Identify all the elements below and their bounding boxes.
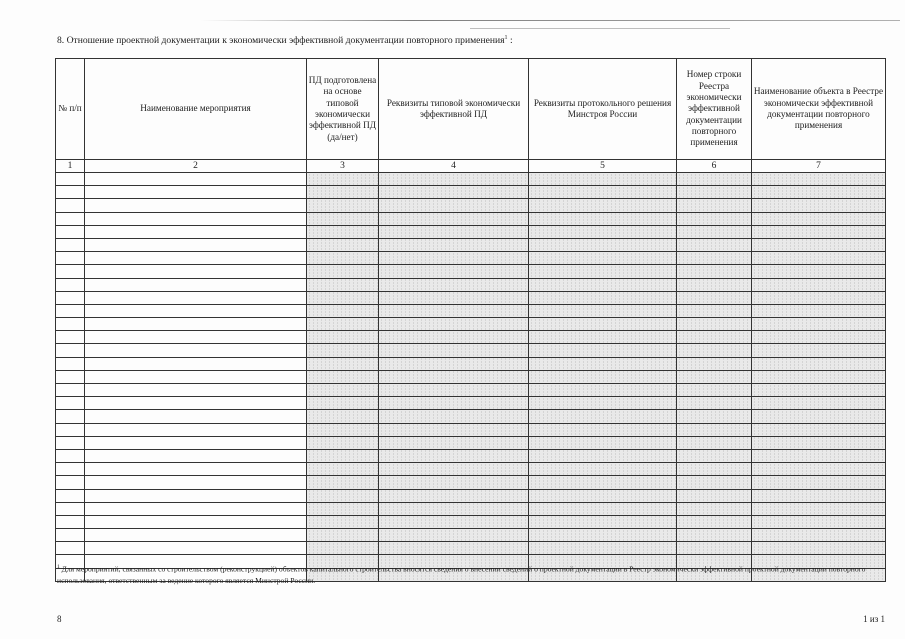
table-cell	[379, 344, 529, 357]
table-cell	[529, 344, 677, 357]
table-cell	[85, 238, 307, 251]
table-cell	[752, 489, 886, 502]
table-cell	[752, 436, 886, 449]
table-cell	[56, 225, 85, 238]
table-cell	[379, 278, 529, 291]
table-cell	[56, 212, 85, 225]
table-cell	[379, 173, 529, 186]
table-cell	[529, 265, 677, 278]
table-cell	[752, 542, 886, 555]
table-cell	[56, 397, 85, 410]
table-cell	[379, 199, 529, 212]
table-row	[56, 186, 886, 199]
table-cell	[752, 225, 886, 238]
table-cell	[56, 265, 85, 278]
table-row	[56, 304, 886, 317]
table-cell	[529, 173, 677, 186]
table-cell	[677, 357, 752, 370]
table-cell	[677, 344, 752, 357]
table-cell	[677, 542, 752, 555]
table-row	[56, 252, 886, 265]
table-cell	[752, 238, 886, 251]
table-cell	[529, 476, 677, 489]
table-cell	[307, 502, 379, 515]
table-row	[56, 384, 886, 397]
footnote-ref: 1	[504, 35, 508, 41]
table-cell	[307, 318, 379, 331]
column-number: 5	[529, 160, 677, 173]
table-cell	[529, 212, 677, 225]
table-cell	[752, 278, 886, 291]
table-cell	[752, 529, 886, 542]
header-registry-row-number: Номер строки Реестра экономически эффективной документации повторного применения	[677, 59, 752, 160]
table-cell	[56, 529, 85, 542]
table-row	[56, 212, 886, 225]
table-row	[56, 515, 886, 528]
scan-edge-line	[470, 28, 730, 29]
table-cell	[529, 318, 677, 331]
table-row	[56, 410, 886, 423]
table-cell	[677, 476, 752, 489]
table-cell	[56, 318, 85, 331]
table-cell	[752, 186, 886, 199]
table-cell	[56, 515, 85, 528]
table-cell	[56, 278, 85, 291]
table-cell	[677, 199, 752, 212]
heading-colon: :	[509, 35, 513, 47]
table-cell	[677, 463, 752, 476]
table-cell	[307, 529, 379, 542]
table-cell	[677, 502, 752, 515]
column-number-row	[56, 160, 886, 173]
table-cell	[56, 357, 85, 370]
table-cell	[379, 186, 529, 199]
table-cell	[379, 529, 529, 542]
table-cell	[56, 199, 85, 212]
table-cell	[307, 291, 379, 304]
table-cell	[379, 476, 529, 489]
table-row	[56, 318, 886, 331]
table-cell	[529, 199, 677, 212]
table-cell	[56, 489, 85, 502]
table-cell	[85, 502, 307, 515]
table-cell	[379, 502, 529, 515]
table-row	[56, 370, 886, 383]
table-cell	[529, 238, 677, 251]
table-cell	[529, 449, 677, 462]
table-cell	[379, 225, 529, 238]
table-cell	[529, 186, 677, 199]
table-cell	[307, 384, 379, 397]
table-cell	[307, 489, 379, 502]
table-cell	[379, 542, 529, 555]
reuse-documentation-table	[55, 58, 886, 582]
table-cell	[85, 278, 307, 291]
table-cell	[379, 238, 529, 251]
table-cell	[85, 542, 307, 555]
table-cell	[529, 397, 677, 410]
table-cell	[379, 291, 529, 304]
table-cell	[85, 318, 307, 331]
table-cell	[56, 186, 85, 199]
table-cell	[85, 173, 307, 186]
table-cell	[56, 449, 85, 462]
table-cell	[85, 410, 307, 423]
table-cell	[307, 186, 379, 199]
table-cell	[379, 463, 529, 476]
table-cell	[85, 186, 307, 199]
table-cell	[529, 489, 677, 502]
table-cell	[752, 410, 886, 423]
table-row	[56, 397, 886, 410]
table-cell	[56, 410, 85, 423]
table-cell	[85, 212, 307, 225]
table-cell	[56, 423, 85, 436]
table-row	[56, 529, 886, 542]
table-cell	[752, 384, 886, 397]
table-cell	[529, 529, 677, 542]
table-cell	[56, 252, 85, 265]
table-cell	[85, 529, 307, 542]
table-row	[56, 436, 886, 449]
table-cell	[85, 225, 307, 238]
table-cell	[307, 357, 379, 370]
table-cell	[379, 252, 529, 265]
table-cell	[529, 291, 677, 304]
table-cell	[529, 304, 677, 317]
table-cell	[752, 331, 886, 344]
table-cell	[529, 542, 677, 555]
table-cell	[307, 173, 379, 186]
table-cell	[752, 449, 886, 462]
table-cell	[752, 318, 886, 331]
table-cell	[379, 318, 529, 331]
table-cell	[677, 423, 752, 436]
table-cell	[752, 344, 886, 357]
table-cell	[307, 476, 379, 489]
header-index: № п/п	[56, 59, 85, 160]
table-cell	[379, 304, 529, 317]
table-cell	[85, 384, 307, 397]
table-cell	[85, 397, 307, 410]
table-cell	[307, 449, 379, 462]
table-row	[56, 449, 886, 462]
table-cell	[379, 489, 529, 502]
table-cell	[752, 397, 886, 410]
table-cell	[379, 410, 529, 423]
table-cell	[307, 542, 379, 555]
table-row	[56, 331, 886, 344]
table-cell	[379, 357, 529, 370]
table-cell	[56, 436, 85, 449]
table-cell	[85, 449, 307, 462]
table-cell	[752, 357, 886, 370]
table-row	[56, 476, 886, 489]
table-cell	[307, 238, 379, 251]
table-row	[56, 278, 886, 291]
table-cell	[677, 278, 752, 291]
table-cell	[677, 252, 752, 265]
table-cell	[85, 252, 307, 265]
table-cell	[677, 331, 752, 344]
table-cell	[379, 436, 529, 449]
table-cell	[677, 173, 752, 186]
table-cell	[752, 370, 886, 383]
table-cell	[56, 173, 85, 186]
table-cell	[85, 489, 307, 502]
table-row	[56, 344, 886, 357]
page-number: 8	[57, 614, 62, 624]
column-number: 7	[752, 160, 886, 173]
table-cell	[85, 357, 307, 370]
table-cell	[677, 529, 752, 542]
table-cell	[307, 370, 379, 383]
table-cell	[529, 357, 677, 370]
table-cell	[307, 515, 379, 528]
table-cell	[56, 502, 85, 515]
table-cell	[85, 370, 307, 383]
table-cell	[529, 423, 677, 436]
table-cell	[529, 331, 677, 344]
table-cell	[379, 397, 529, 410]
table-cell	[56, 384, 85, 397]
table-cell	[529, 252, 677, 265]
header-protocol-decision: Реквизиты протокольного решения Минстроя России	[529, 59, 677, 160]
table-cell	[85, 436, 307, 449]
table-cell	[677, 186, 752, 199]
table-cell	[307, 199, 379, 212]
table-cell	[677, 212, 752, 225]
table-cell	[529, 463, 677, 476]
table-cell	[379, 515, 529, 528]
table-cell	[677, 384, 752, 397]
table-cell	[752, 476, 886, 489]
table-cell	[677, 318, 752, 331]
table-cell	[307, 225, 379, 238]
table-cell	[379, 212, 529, 225]
table-cell	[529, 370, 677, 383]
table-cell	[85, 199, 307, 212]
table-row	[56, 542, 886, 555]
table-cell	[307, 423, 379, 436]
table-cell	[307, 212, 379, 225]
table-cell	[56, 331, 85, 344]
table-cell	[677, 225, 752, 238]
table-cell	[307, 410, 379, 423]
table-cell	[677, 238, 752, 251]
header-typical-pd-details: Реквизиты типовой экономически эффективной ПД	[379, 59, 529, 160]
table-row	[56, 225, 886, 238]
table-cell	[56, 542, 85, 555]
table-cell	[56, 476, 85, 489]
table-cell	[379, 423, 529, 436]
footnote-marker: 1	[57, 564, 60, 570]
table-cell	[307, 278, 379, 291]
table-row	[56, 238, 886, 251]
table-cell	[677, 436, 752, 449]
table-cell	[379, 370, 529, 383]
section-heading	[57, 35, 513, 46]
table-cell	[677, 397, 752, 410]
table-row	[56, 291, 886, 304]
table-cell	[85, 515, 307, 528]
table-cell	[752, 252, 886, 265]
table-cell	[56, 370, 85, 383]
table-cell	[529, 436, 677, 449]
table-cell	[752, 463, 886, 476]
table-cell	[307, 252, 379, 265]
table-cell	[85, 463, 307, 476]
scan-edge-line	[200, 20, 900, 21]
table-cell	[85, 265, 307, 278]
table-cell	[529, 278, 677, 291]
table-row	[56, 265, 886, 278]
table-cell	[85, 476, 307, 489]
table-cell	[677, 489, 752, 502]
column-number: 4	[379, 160, 529, 173]
column-number: 1	[56, 160, 85, 173]
table-row	[56, 173, 886, 186]
table-cell	[529, 515, 677, 528]
table-cell	[752, 265, 886, 278]
table-cell	[307, 436, 379, 449]
table-cell	[307, 265, 379, 278]
table-cell	[677, 370, 752, 383]
table-cell	[529, 410, 677, 423]
table-cell	[307, 463, 379, 476]
table-cell	[379, 449, 529, 462]
page-count: 1 из 1	[863, 614, 885, 624]
table-cell	[379, 331, 529, 344]
table-cell	[677, 410, 752, 423]
table-cell	[56, 463, 85, 476]
table-cell	[677, 304, 752, 317]
table-cell	[85, 423, 307, 436]
table-header-row	[56, 59, 886, 160]
table-cell	[529, 502, 677, 515]
header-measure-name: Наименование мероприятия	[85, 59, 307, 160]
table-cell	[752, 173, 886, 186]
table-cell	[56, 304, 85, 317]
table-cell	[529, 384, 677, 397]
table-cell	[752, 502, 886, 515]
table-cell	[752, 291, 886, 304]
column-number: 2	[85, 160, 307, 173]
table-row	[56, 423, 886, 436]
table-cell	[752, 212, 886, 225]
footnote	[57, 562, 877, 586]
table-cell	[307, 397, 379, 410]
table-cell	[85, 304, 307, 317]
table-cell	[307, 344, 379, 357]
table-cell	[85, 331, 307, 344]
section-title: 8. Отношение проектной документации к экономически эффективной документации повторного применения	[57, 35, 505, 47]
table-cell	[677, 449, 752, 462]
table-row	[56, 502, 886, 515]
table-cell	[85, 344, 307, 357]
table-cell	[677, 515, 752, 528]
table-cell	[752, 304, 886, 317]
table-cell	[752, 423, 886, 436]
table-cell	[307, 331, 379, 344]
table-cell	[56, 238, 85, 251]
footnote-text: Для мероприятий, связанных со строительством (реконструкцией) объектов капитального строительства вносятся сведения о внесении сведений о проектной документации в Реестр экономически эффективной проектной документации повторного использования, ответственным за ведение которого является Минстрой России.	[57, 564, 866, 585]
table-row	[56, 489, 886, 502]
table-cell	[379, 265, 529, 278]
table-row	[56, 199, 886, 212]
column-number: 6	[677, 160, 752, 173]
table-cell	[677, 291, 752, 304]
table-row	[56, 357, 886, 370]
table-cell	[752, 515, 886, 528]
header-pd-based-on-typical: ПД подготовлена на основе типовой экономически эффективной ПД (да/нет)	[307, 59, 379, 160]
table-row	[56, 463, 886, 476]
table-cell	[529, 225, 677, 238]
table-cell	[379, 384, 529, 397]
table-cell	[56, 344, 85, 357]
table-cell	[752, 199, 886, 212]
table-cell	[677, 265, 752, 278]
column-number: 3	[307, 160, 379, 173]
table-cell	[85, 291, 307, 304]
table-cell	[56, 291, 85, 304]
table-cell	[307, 304, 379, 317]
header-registry-object-name: Наименование объекта в Реестре экономически эффективной документации повторного применения	[752, 59, 886, 160]
